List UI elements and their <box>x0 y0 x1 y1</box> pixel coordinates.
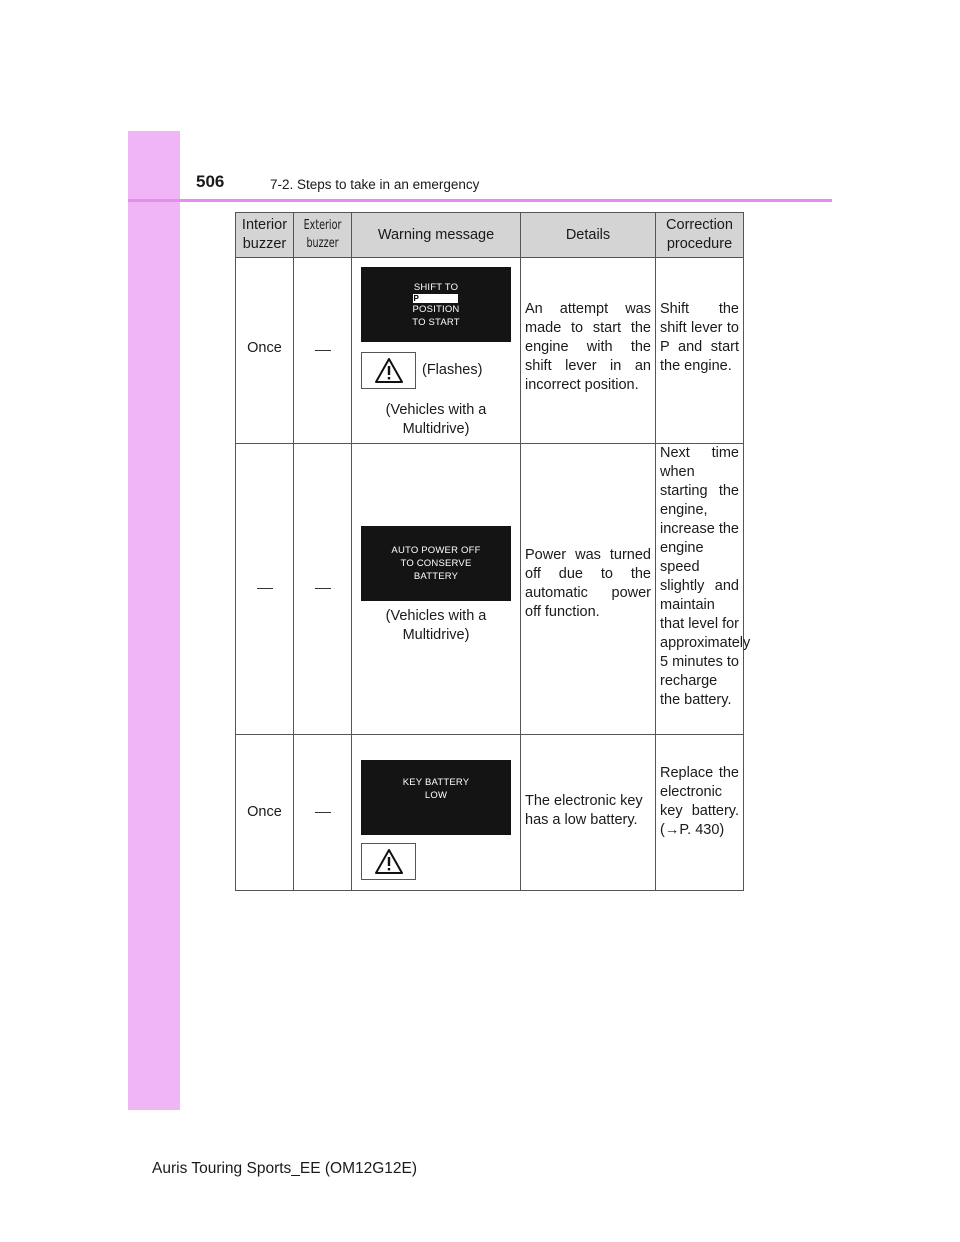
screen-line: BATTERY <box>413 571 459 582</box>
header-details: Details <box>521 213 656 258</box>
exterior-buzzer-cell <box>294 258 352 444</box>
table-row <box>236 444 744 735</box>
interior-buzzer-cell <box>236 444 294 735</box>
warning-message-cell <box>352 258 521 444</box>
side-tab <box>128 131 180 1110</box>
screen-line: P POSITION <box>412 293 460 315</box>
dash-mark <box>257 588 273 589</box>
display-screen <box>361 267 511 342</box>
table-row <box>236 735 744 891</box>
warning-message-cell <box>352 444 521 735</box>
header-exterior-buzzer: Exterior buzzer <box>294 213 352 258</box>
header-correction: Correction procedure <box>656 213 744 258</box>
details-cell: An attempt was made to start the engine with the shift lever in an incorrect position. <box>521 258 656 444</box>
header-interior-buzzer: Interior buzzer <box>236 213 294 258</box>
flashes-label: (Flashes) <box>422 362 483 378</box>
dash-mark <box>315 812 331 813</box>
table-row <box>236 258 744 444</box>
screen-line: SHIFT TO <box>413 281 459 293</box>
warning-triangle-box <box>361 843 416 880</box>
screen-line: TO CONSERVE <box>400 558 472 569</box>
screen-line: AUTO POWER OFF <box>391 545 481 556</box>
correction-cell: Next time when starting the engine, increase the engine speed slightly and maintain that level for approximately 5 minutes to recharge the battery. <box>656 444 744 735</box>
screen-line: KEY BATTERY <box>402 777 470 788</box>
details-cell: The electronic key has a low battery. <box>521 735 656 891</box>
screen-line: LOW <box>424 790 448 801</box>
header-rule <box>128 199 832 202</box>
p-position-icon: P <box>413 294 458 303</box>
correction-cell: Shift the shift lever to P and start the engine. <box>656 258 744 444</box>
vehicle-note: (Vehicles with a Multidrive) <box>385 402 487 437</box>
warning-triangle-box <box>361 352 416 389</box>
section-title: 7-2. Steps to take in an emergency <box>270 177 480 192</box>
header-warning-message: Warning message <box>352 213 521 258</box>
warning-triangle-icon <box>374 357 404 384</box>
footer-model: Auris Touring Sports_EE (OM12G12E) <box>152 1160 418 1177</box>
exterior-buzzer-cell <box>294 444 352 735</box>
dash-mark <box>315 588 331 589</box>
warning-triangle-icon <box>374 848 404 875</box>
display-screen <box>361 760 511 835</box>
exterior-buzzer-cell <box>294 735 352 891</box>
correction-cell: Replace the electronic key battery. (→P. 430) <box>656 735 744 891</box>
screen-line: TO START <box>412 316 460 328</box>
interior-buzzer-cell: Once <box>236 735 294 891</box>
display-screen <box>361 526 511 601</box>
dash-mark <box>315 350 331 351</box>
details-cell: Power was turned off due to the automatic power off function. <box>521 444 656 735</box>
warning-message-cell <box>352 735 521 891</box>
table-header-row <box>236 213 744 258</box>
page-number: 506 <box>196 172 225 191</box>
warning-table <box>235 212 751 891</box>
vehicle-note: (Vehicles with a Multidrive) <box>385 608 487 643</box>
interior-buzzer-cell: Once <box>236 258 294 444</box>
